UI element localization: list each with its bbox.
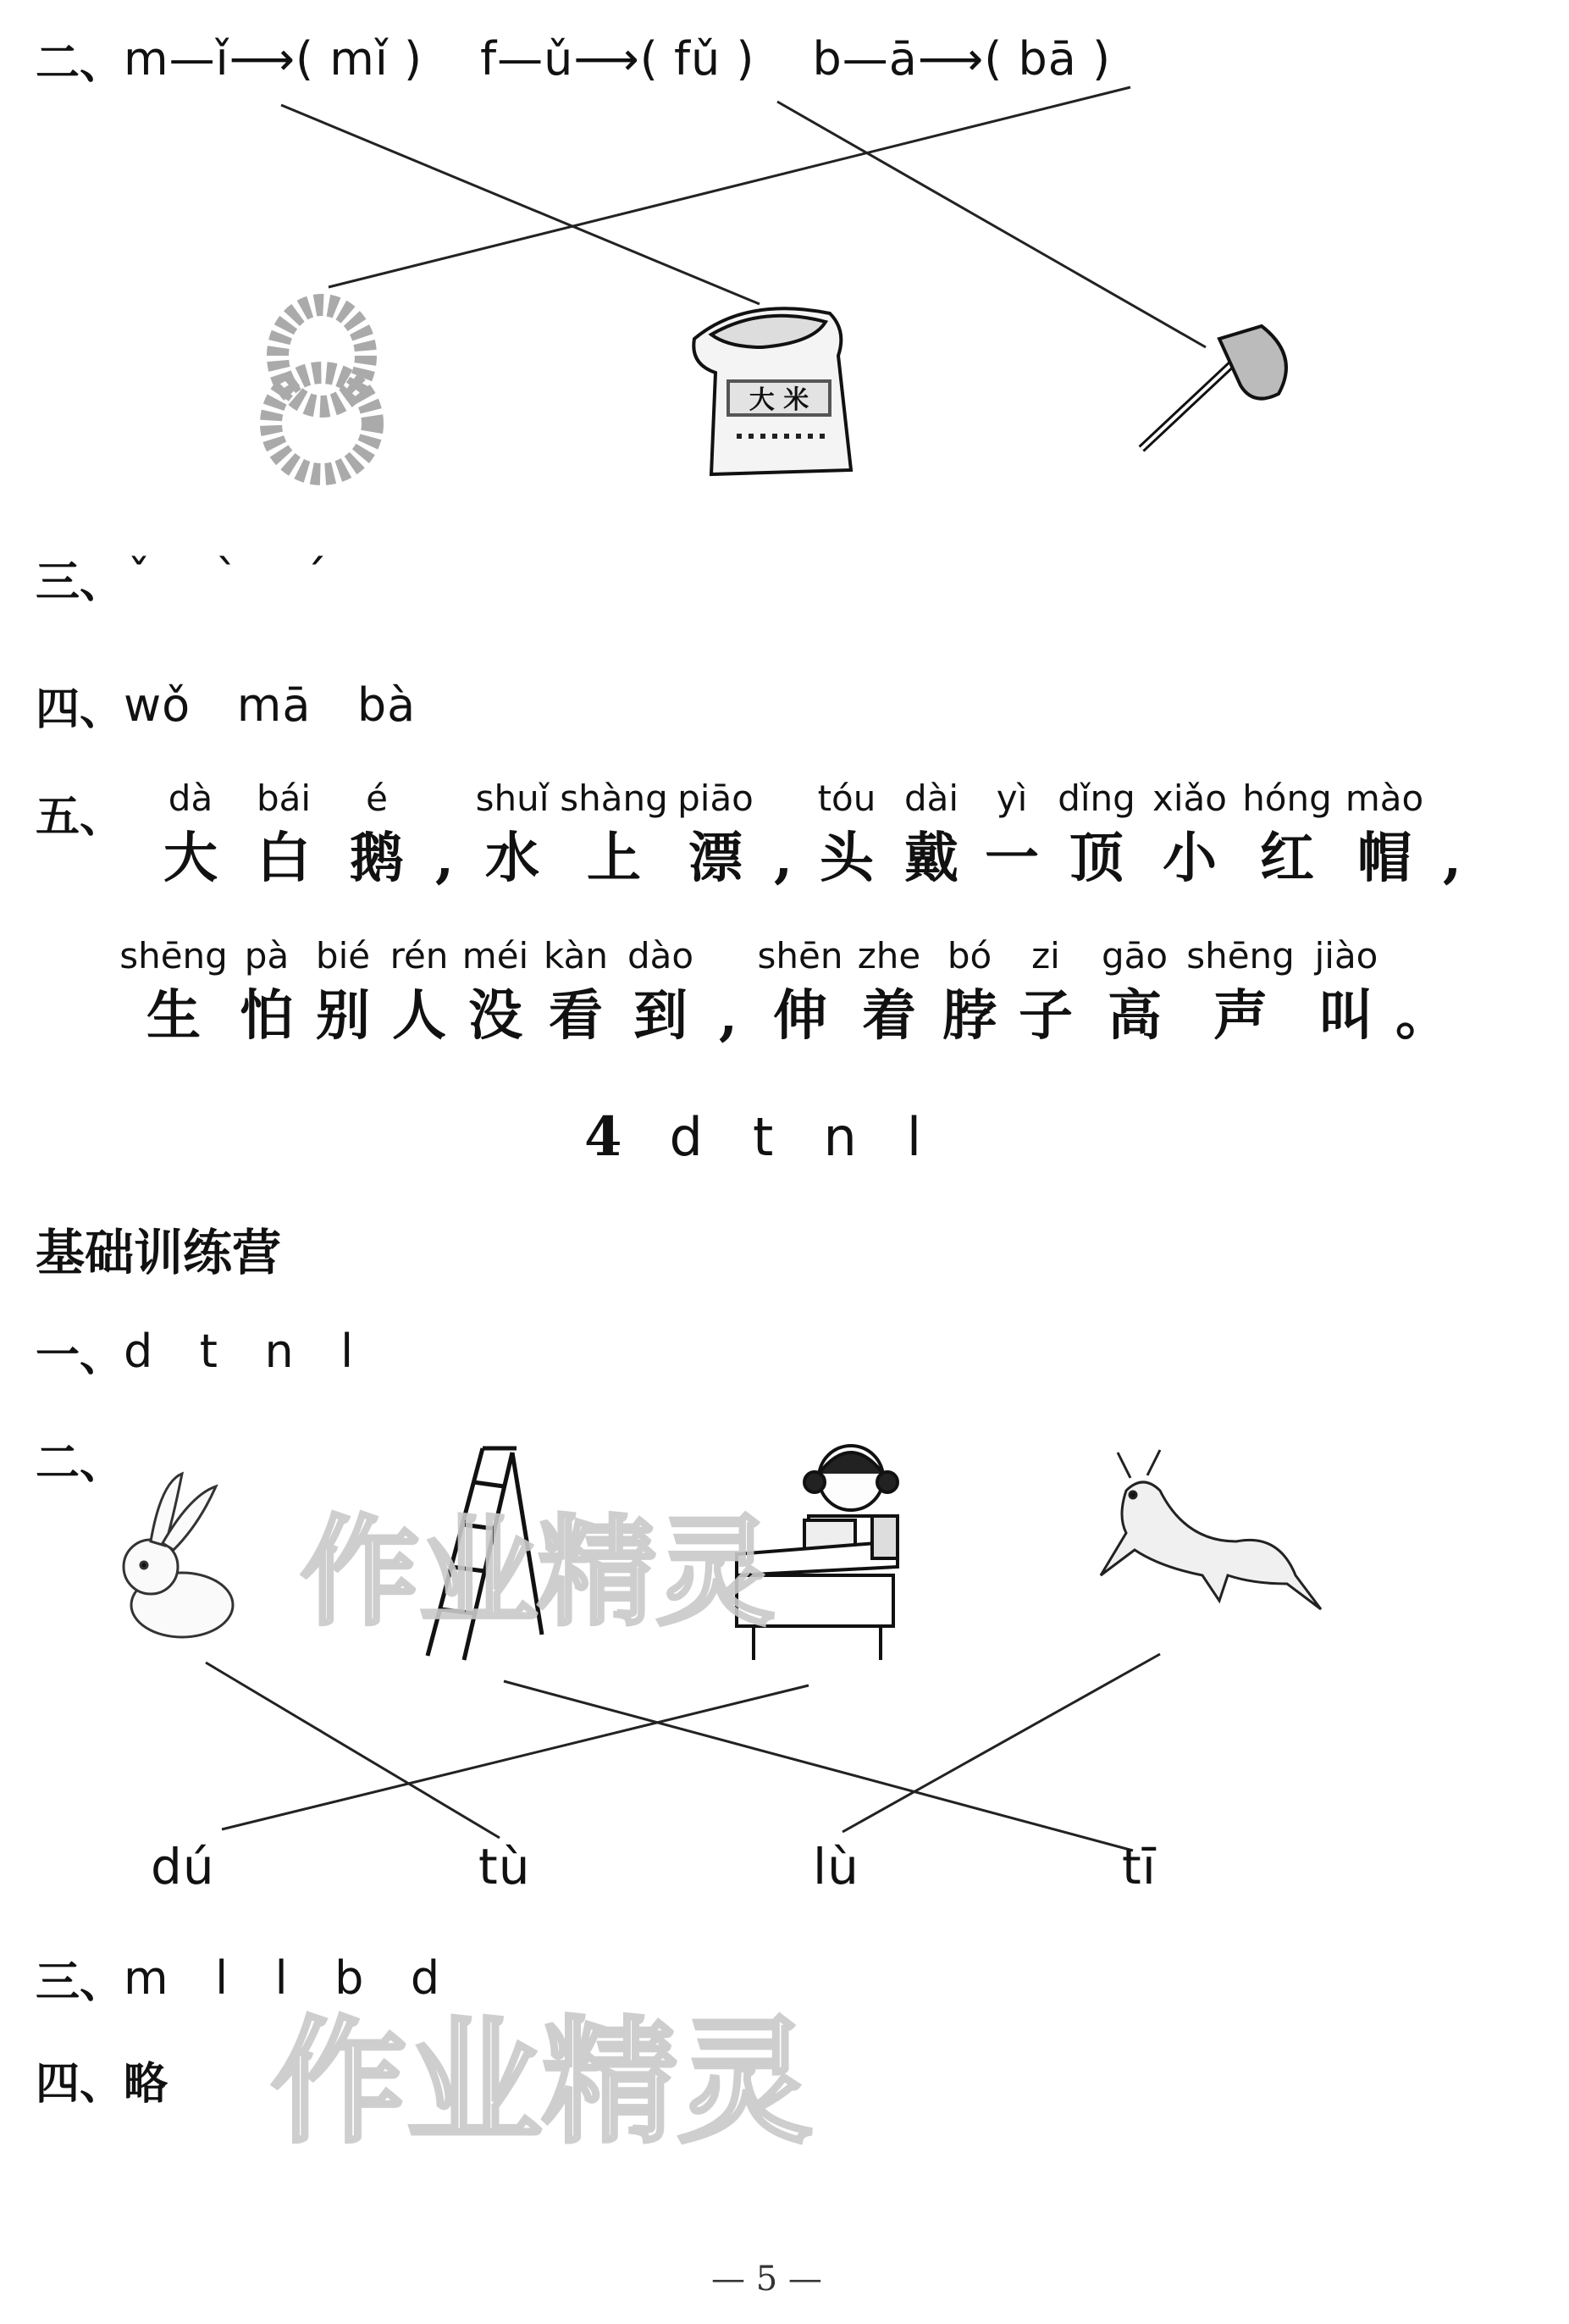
number-eight-picture (271, 305, 373, 474)
poem-char: xiǎo 小 (1152, 777, 1227, 890)
poem-char: shàng 上 (560, 777, 668, 890)
poem-char: shēng 声 (1186, 935, 1295, 1048)
q4-label: 四、 (36, 683, 124, 735)
word-tu: tù (478, 1838, 531, 1895)
lesson-title: d t n l (669, 1106, 922, 1168)
poem-char: shēn 伸 (757, 935, 843, 1048)
rice-bag-picture (693, 308, 851, 474)
q2-label: 二、 (36, 37, 124, 89)
word-du: dú (151, 1838, 215, 1895)
poem-char: jiào 叫 (1314, 935, 1378, 1048)
poem-char: dǐng 顶 (1058, 777, 1135, 890)
b1-label: 一、 (36, 1330, 124, 1381)
match-line-fu-axe (777, 102, 1206, 347)
watermark: 作业精灵 (301, 1504, 776, 1642)
tone-marks: ˇ ˋ ˊ (127, 551, 329, 606)
poem-char: zi 子 (1019, 935, 1073, 1048)
poem-line-2 (119, 930, 1448, 1050)
b4-label: 四、 (36, 2058, 124, 2110)
b2-label-wrap (36, 1427, 124, 1491)
poem-char: hóng 红 (1242, 777, 1332, 890)
poem-char: shuǐ 水 (475, 777, 550, 890)
q5-label: 五、 (36, 791, 124, 843)
poem-punct: , (434, 827, 455, 890)
poem-char: kàn 看 (544, 935, 608, 1048)
poem-char: yì 一 (985, 777, 1039, 890)
poem-char: pà 怕 (240, 935, 294, 1048)
b2-label: 二、 (36, 1437, 124, 1489)
page-number: — 5 — (711, 2260, 822, 2299)
poem-punct: 。 (1395, 984, 1450, 1048)
q3-top-row (36, 546, 328, 610)
poem-char: piāo 漂 (677, 777, 754, 890)
poem-char: dài 戴 (903, 777, 959, 890)
q2-item-fu: f—ǔ⟶( fǔ ) (480, 32, 755, 86)
b4-row (36, 2048, 168, 2111)
match-line-mi-rice (281, 105, 760, 304)
q4-top-row (36, 673, 416, 737)
poem-char: méi 没 (461, 935, 529, 1048)
match-line-ladder-ti (504, 1681, 1133, 1851)
poem-char: shēng 生 (119, 935, 228, 1048)
deer-picture (1101, 1450, 1321, 1609)
poem-char: gāo 高 (1101, 935, 1168, 1048)
lesson-number: 4 (584, 1105, 622, 1169)
poem-punct: , (773, 827, 793, 890)
rice-bag-label: 大 米 (749, 385, 809, 415)
match-line-rabbit-tu (206, 1663, 500, 1838)
poem-char: bó 脖 (942, 935, 997, 1048)
lesson-heading (584, 1105, 921, 1169)
b1-answer: d t n l (124, 1325, 355, 1378)
b1-row (36, 1320, 354, 1383)
poem-punct: , (1442, 827, 1462, 890)
b3-answer: m l l b d (124, 1951, 441, 2005)
match-line-ba-eight (329, 87, 1130, 287)
rabbit-picture (124, 1474, 233, 1637)
poem-char: dà 大 (163, 777, 218, 890)
section-title: 基础训练营 (36, 1224, 282, 1281)
q3-label: 三、 (36, 556, 124, 608)
watermark: 作业精灵 (271, 2003, 814, 2161)
match-line-deer-lu (843, 1654, 1160, 1832)
word-lu: lù (813, 1838, 859, 1895)
poem-char: bié 别 (315, 935, 371, 1048)
poem-char: rén 人 (389, 935, 449, 1048)
poem-char: tóu 头 (817, 777, 876, 890)
match-line-girl-du (222, 1685, 809, 1829)
q4-answer: wǒ mā bà (124, 678, 417, 732)
poem-line-1 (144, 772, 1473, 893)
q5-label-wrap (36, 781, 124, 844)
axe-picture (1141, 326, 1286, 449)
poem-char: é 鹅 (350, 777, 404, 890)
poem-char: bái 白 (256, 777, 312, 890)
q2-item-ba: b—ā⟶( bā ) (812, 32, 1112, 86)
poem-char: zhe 着 (857, 935, 921, 1048)
poem-char: mào 帽 (1345, 777, 1424, 890)
b3-label: 三、 (36, 1956, 124, 2008)
q2-item-mi: m—ǐ⟶( mǐ ) (124, 32, 423, 86)
poem-char: dào 到 (627, 935, 694, 1048)
word-ti: tī (1122, 1838, 1157, 1895)
poem-punct: , (718, 984, 738, 1048)
b4-answer: 略 (124, 2058, 169, 2110)
